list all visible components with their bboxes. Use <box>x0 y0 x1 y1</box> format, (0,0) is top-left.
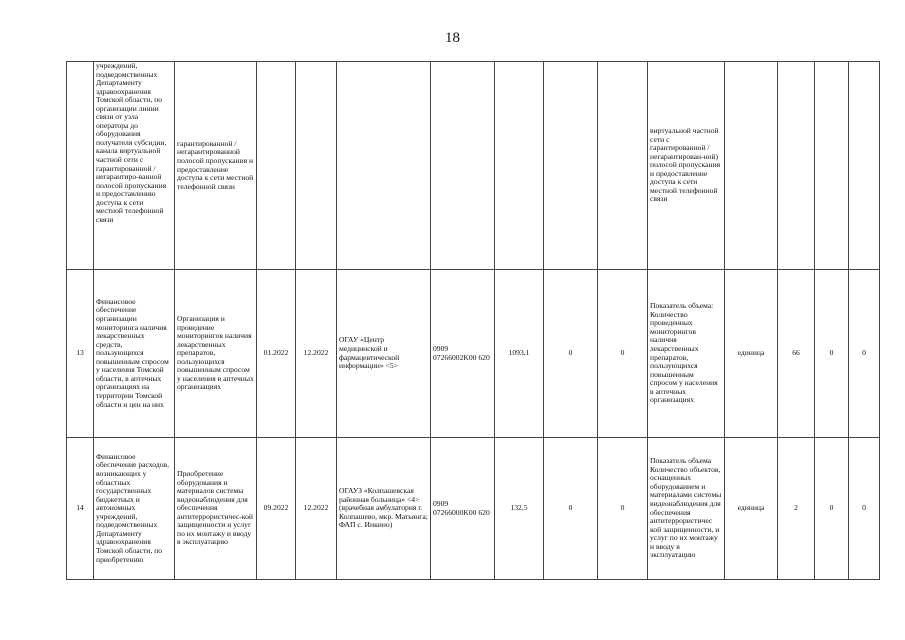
cell-no: 14 <box>67 438 94 580</box>
cell-q3: 0 <box>849 438 880 580</box>
cell-name <box>94 62 175 270</box>
table-row <box>67 438 880 580</box>
cell-code: 0909 07266002K00 620 <box>431 270 495 438</box>
cell-code <box>431 62 495 270</box>
cell-amount <box>495 62 544 270</box>
cell-start: 09.2022 <box>257 438 296 580</box>
cell-unit <box>725 62 778 270</box>
cell-v1: 0 <box>544 270 598 438</box>
cell-end: 12.2022 <box>296 270 337 438</box>
page-number: 18 <box>445 30 460 46</box>
cell-amount: 132,5 <box>495 438 544 580</box>
cell-code: 0909 07266000K00 620 <box>431 438 495 580</box>
cell-q3 <box>849 62 880 270</box>
cell-q1: 66 <box>778 270 815 438</box>
cell-unit: единица <box>725 270 778 438</box>
cell-v1: 0 <box>544 438 598 580</box>
cell-action: гарантированной /негарантированной полосой пропускания и предоставление доступа к сети местной телефонной связи <box>175 62 257 270</box>
cell-no <box>67 62 94 270</box>
cell-action: Организация и проведение мониторингов наличия лекарственных препаратов, пользующихся повышенным спросом у населения в аптечных организациях <box>175 270 257 438</box>
cell-executor: ОГАУ «Центр медицинской и фармацевтической информации» <5> <box>337 270 431 438</box>
cell-unit: единица <box>725 438 778 580</box>
cell-q2: 0 <box>815 270 849 438</box>
table-row <box>67 270 880 438</box>
program-table <box>66 61 880 580</box>
cell-v1 <box>544 62 598 270</box>
cell-executor: ОГАУЗ «Колпашевская районная больница» <4> (врачебная амбулатория г. Колпашево, мкр. Матьянга; ФАП с. Инкино) <box>337 438 431 580</box>
cell-indicator: Показатель объема: Количество проведенных мониторингов наличия лекарственных препаратов, пользующихся повышенным спросом у населения в аптечных организациях <box>648 270 725 438</box>
cell-name: Финансовое обеспечение организации мониторинга наличия лекарственных средств, пользующихся повышенным спросом у населения Томской области, в аптечных организациях на территории Томской области и цен на них <box>94 270 175 438</box>
cell-end <box>296 62 337 270</box>
cell-q1 <box>778 62 815 270</box>
cell-no: 13 <box>67 270 94 438</box>
cell-q1: 2 <box>778 438 815 580</box>
table-row <box>67 62 880 270</box>
cell-executor <box>337 62 431 270</box>
cell-start <box>257 62 296 270</box>
cell-start: 01.2022 <box>257 270 296 438</box>
cell-v2 <box>598 62 648 270</box>
cell-amount: 1093,1 <box>495 270 544 438</box>
cell-end: 12.2022 <box>296 438 337 580</box>
cell-name-text: учреждений, подведомственных Департаменту здравоохранения Томской области, по организации линии связи от узла оператора до оборудования получателя субсидии, канала виртуальной частной сети с гарантированной /негарантиро-ванной полосой пропускания и предоставлению доступа к сети местной телефонной связи <box>96 62 167 224</box>
cell-indicator: виртуальной частной сети с гарантированной /негарантирован-ной) полосой пропускания и предоставление доступа к сети местной телефонной связи <box>648 62 725 270</box>
cell-indicator: Показатель объема Количество объектов, оснащенных оборудованием и материалами системы видеонаблюдения для обеспечения антитеррористичес кой защищенности, и услуг по их монтажу и вводу в эксплуатацию <box>648 438 725 580</box>
cell-action: Приобретение оборудования и материалов системы видеонаблюдения для обеспечения антитеррористичес-кой защищенности и услуг по их монтажу и вводу в эксплуатацию <box>175 438 257 580</box>
cell-q2: 0 <box>815 438 849 580</box>
cell-q2 <box>815 62 849 270</box>
cell-q3: 0 <box>849 270 880 438</box>
cell-v2: 0 <box>598 438 648 580</box>
cell-v2: 0 <box>598 270 648 438</box>
cell-name: Финансовое обеспечение расходов, возникающих у областных государственных бюджетных и автономных учреждений, подведомственных Департаменту здравоохранения Томской области, по приобретению <box>94 438 175 580</box>
